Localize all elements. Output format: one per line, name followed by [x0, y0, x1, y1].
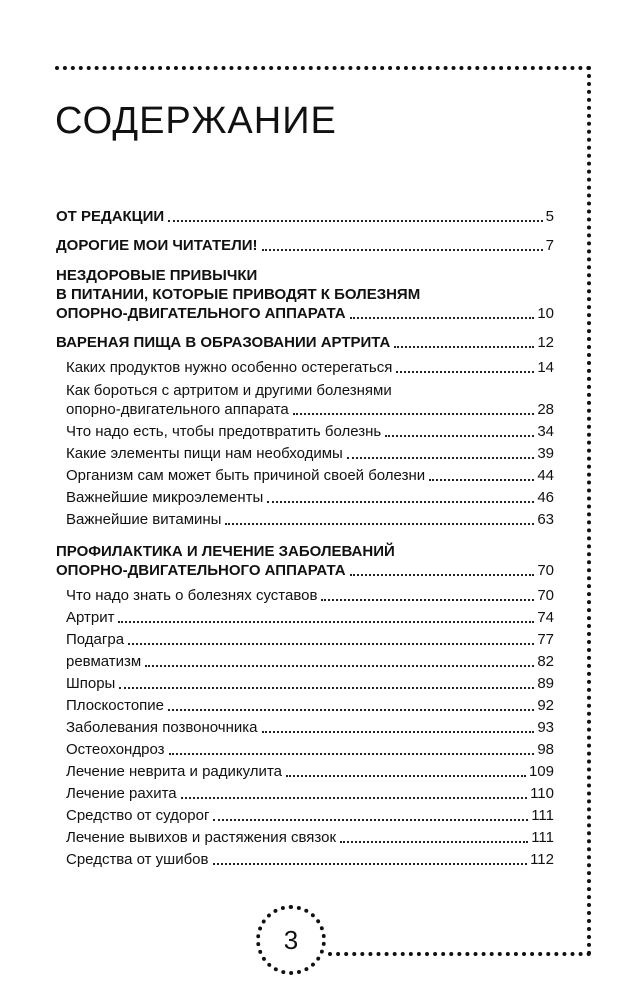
toc-page-number: 7 [545, 237, 554, 254]
dot-leader [181, 797, 527, 799]
toc-entry-line [66, 718, 554, 737]
toc-page-number: 10 [537, 305, 554, 322]
dot-leader [429, 479, 534, 481]
toc-entry-line [66, 510, 554, 529]
toc-page-number: 28 [537, 401, 554, 418]
toc-entry-line [66, 400, 554, 419]
dotted-frame-bottom [328, 952, 591, 956]
toc-subsection [56, 608, 554, 627]
toc-title: Важнейшие витамины [66, 511, 222, 528]
toc-section [56, 236, 554, 255]
toc-title: Плоскостопие [66, 697, 165, 714]
toc-entry-line [56, 207, 554, 226]
dot-leader [128, 643, 534, 645]
toc-title: ОТ РЕДАКЦИИ [56, 208, 165, 225]
toc-entry-line [66, 652, 554, 671]
toc-title-line: Как бороться с артритом и другими болезнями [66, 382, 392, 399]
toc-subsection [56, 652, 554, 671]
toc-subsection [56, 828, 554, 847]
toc-title: ОПОРНО-ДВИГАТЕЛЬНОГО АППАРАТА [56, 305, 346, 322]
toc-entry-line [56, 561, 554, 580]
toc-entry-line [66, 674, 554, 693]
dotted-frame-top [55, 66, 591, 70]
dot-leader [396, 371, 534, 373]
toc-title: Лечение рахита [66, 785, 177, 802]
toc-page-number: 70 [537, 587, 554, 604]
toc-subsection [56, 358, 554, 377]
toc-page-number: 39 [537, 445, 554, 462]
toc-title: Артрит [66, 609, 115, 626]
dot-leader [168, 220, 542, 222]
toc-title: Важнейшие микроэлементы [66, 489, 264, 506]
toc-subsection [56, 850, 554, 869]
dot-leader [394, 346, 534, 348]
toc-title: Шпоры [66, 675, 116, 692]
dot-leader [213, 863, 528, 865]
toc-entry-line [56, 236, 554, 255]
dot-leader [347, 457, 534, 459]
dot-leader [385, 435, 534, 437]
dot-leader [340, 841, 528, 843]
toc-page-number: 109 [528, 763, 554, 780]
toc-title: ОПОРНО-ДВИГАТЕЛЬНОГО АППАРАТА [56, 562, 346, 579]
toc-title: Остеохондроз [66, 741, 165, 758]
toc-subsection [56, 696, 554, 715]
toc-title: Каких продуктов нужно особенно остерегаться [66, 359, 393, 376]
page-number: 3 [283, 924, 299, 955]
toc-page-number: 110 [530, 785, 554, 802]
toc-title: Средства от ушибов [66, 851, 209, 868]
toc-page-number: 5 [545, 208, 554, 225]
toc-entry-line [66, 762, 554, 781]
dot-leader [350, 317, 535, 319]
toc-entry-line [66, 828, 554, 847]
toc-page-number: 74 [537, 609, 554, 626]
toc-entry-line [66, 358, 554, 377]
toc-entry-line [66, 850, 554, 869]
toc-title: Лечение неврита и радикулита [66, 763, 282, 780]
table-of-contents [56, 204, 554, 869]
dot-leader [321, 599, 534, 601]
toc-entry-line [66, 422, 554, 441]
toc-entry-line [66, 630, 554, 649]
toc-page-number: 89 [537, 675, 554, 692]
toc-entry-line [66, 444, 554, 463]
toc-subsection [56, 510, 554, 529]
toc-page-number: 111 [531, 807, 554, 824]
toc-title: Заболевания позвоночника [66, 719, 258, 736]
toc-page-number: 12 [537, 334, 554, 351]
dot-leader [286, 775, 526, 777]
toc-subsection [56, 586, 554, 605]
toc-page-number: 34 [537, 423, 554, 440]
toc-subsection [56, 740, 554, 759]
dot-leader [145, 665, 534, 667]
dot-leader [262, 249, 543, 251]
toc-title: опорно-двигательного аппарата [66, 401, 289, 418]
dot-leader [293, 413, 535, 415]
toc-subsection [56, 630, 554, 649]
toc-title: Организм сам может быть причиной своей болезни [66, 467, 426, 484]
toc-entry-line [56, 333, 554, 352]
dot-leader [119, 687, 534, 689]
toc-subsection [56, 762, 554, 781]
toc-title: Средство от судорог [66, 807, 210, 824]
toc-page-number: 63 [537, 511, 554, 528]
toc-entry-line [66, 488, 554, 507]
toc-page-number: 70 [537, 562, 554, 579]
toc-page-number: 112 [530, 851, 554, 868]
toc-entry-line [66, 784, 554, 803]
toc-title: Подагра [66, 631, 125, 648]
dot-leader [350, 574, 535, 576]
toc-title: ДОРОГИЕ МОИ ЧИТАТЕЛИ! [56, 237, 258, 254]
toc-section [56, 207, 554, 226]
toc-title: ВАРЕНАЯ ПИЩА В ОБРАЗОВАНИИ АРТРИТА [56, 334, 391, 351]
toc-title-line: ПРОФИЛАКТИКА И ЛЕЧЕНИЕ ЗАБОЛЕВАНИЙ [56, 543, 395, 560]
toc-title: Что надо знать о болезнях суставов [66, 587, 318, 604]
toc-title: Что надо есть, чтобы предотвратить болезнь [66, 423, 382, 440]
dot-leader [168, 709, 534, 711]
toc-page-number: 93 [537, 719, 554, 736]
toc-subsection [56, 784, 554, 803]
toc-section [56, 542, 554, 580]
toc-entry-line [66, 740, 554, 759]
toc-section [56, 333, 554, 352]
dot-leader [262, 731, 535, 733]
toc-page-number: 111 [531, 829, 554, 846]
toc-subsection [56, 422, 554, 441]
toc-subsection [56, 381, 554, 419]
toc-entry-line [66, 608, 554, 627]
toc-entry-line [56, 304, 554, 323]
page-title: СОДЕРЖАНИЕ [55, 100, 337, 142]
toc-page-number: 77 [537, 631, 554, 648]
dotted-frame-right [587, 66, 591, 956]
toc-page-number: 44 [537, 467, 554, 484]
toc-entry-line [66, 806, 554, 825]
toc-subsection [56, 806, 554, 825]
toc-title-line: НЕЗДОРОВЫЕ ПРИВЫЧКИ [56, 267, 258, 284]
dot-leader [118, 621, 534, 623]
dot-leader [213, 819, 528, 821]
toc-section [56, 266, 554, 323]
toc-entry-line [66, 696, 554, 715]
dot-leader [169, 753, 535, 755]
toc-entry-line [66, 586, 554, 605]
toc-page-number: 46 [537, 489, 554, 506]
toc-title-line: В ПИТАНИИ, КОТОРЫЕ ПРИВОДЯТ К БОЛЕЗНЯМ [56, 286, 421, 303]
toc-page-number: 82 [537, 653, 554, 670]
toc-page-number: 92 [537, 697, 554, 714]
toc-page-number: 98 [537, 741, 554, 758]
dot-leader [225, 523, 534, 525]
toc-subsection [56, 444, 554, 463]
toc-entry-line [66, 466, 554, 485]
toc-subsection [56, 718, 554, 737]
toc-page-number: 14 [537, 359, 554, 376]
dot-leader [267, 501, 534, 503]
toc-subsection [56, 466, 554, 485]
toc-subsection [56, 674, 554, 693]
toc-subsection [56, 488, 554, 507]
toc-title: Какие элементы пищи нам необходимы [66, 445, 343, 462]
toc-title: ревматизм [66, 653, 142, 670]
toc-title: Лечение вывихов и растяжения связок [66, 829, 337, 846]
